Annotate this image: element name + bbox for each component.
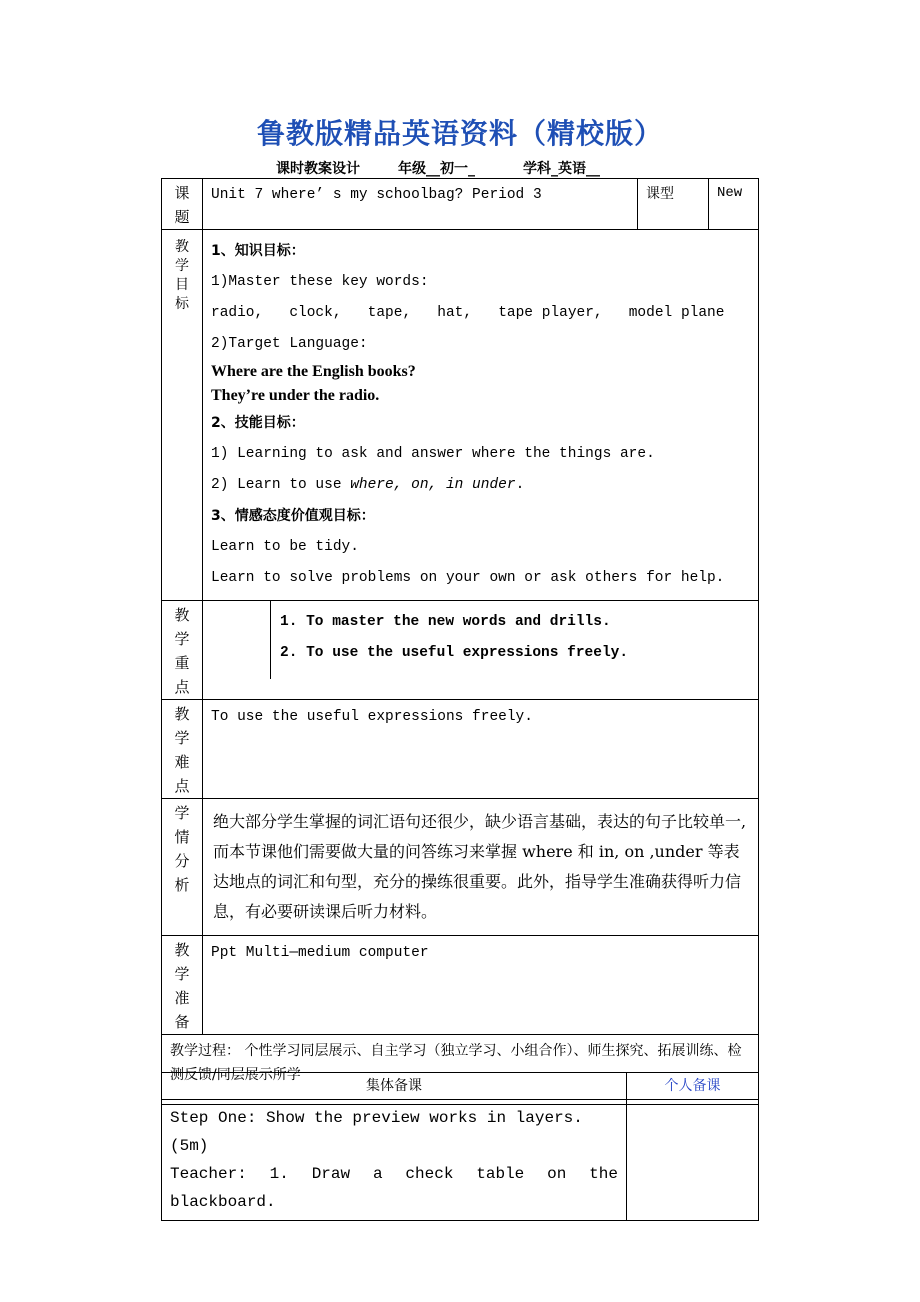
- emotion-item-2: Learn to solve problems on your own or ask others for help.: [211, 570, 725, 586]
- word: radio,: [211, 305, 264, 321]
- analysis-label-cell: [162, 799, 203, 936]
- teacher-word: on: [547, 1165, 567, 1183]
- focus-divider: [270, 601, 271, 679]
- personal-prep-cell: [627, 1100, 759, 1221]
- type-label: 课型: [638, 179, 709, 230]
- target-language-line: 2)Target Language:: [211, 336, 368, 352]
- knowledge-heading: 1、知识目标：: [211, 243, 305, 259]
- skill-item-1: 1) Learning to ask and answer where the things are.: [211, 446, 655, 462]
- teacher-word: a: [372, 1165, 383, 1183]
- teacher-word: Draw: [311, 1165, 351, 1183]
- topic-value: Unit 7 where’ s my schoolbag? Period 3: [203, 179, 638, 230]
- skill-item-2-suffix: .: [515, 477, 525, 493]
- difficulty-text: To use the useful expressions freely.: [203, 700, 759, 799]
- focus-label: 教学重点: [174, 606, 190, 696]
- step-one-title: Step One: Show the preview works in layers. (5m): [170, 1109, 583, 1155]
- step-one-row: [162, 1100, 759, 1221]
- analysis-text: 绝大部分学生掌握的词汇语句还很少，缺少语言基础，表达的句子比较单一,而本节课他们需要做大量的问答练习来掌握 where 和 in, on ,under 等表达地点的词汇和句型，充分的操练很重要。此外，指导学生准确获得听力信息，有必要研读课后听力材料。: [203, 799, 759, 936]
- skill-item-2-words: where, on, in under: [350, 477, 516, 493]
- teacher-word: the: [589, 1165, 618, 1183]
- focus-item-1: 1. To master the new words and drills.: [280, 614, 611, 630]
- teacher-word: table: [476, 1165, 525, 1183]
- word: model plane: [628, 305, 725, 321]
- preparation-label-cell: [162, 936, 203, 1035]
- master-line: 1)Master these key words:: [211, 274, 429, 290]
- process-text: 教学过程： 个性学习同层展示、自主学习（独立学习、小组合作）、师生探究、拓展训练、检测反馈/同层展示所学: [162, 1035, 759, 1105]
- columns-header-row: [162, 1073, 759, 1100]
- topic-label-cell: [162, 179, 203, 230]
- skill-item-2: [211, 470, 750, 501]
- focus-label-cell: [162, 601, 203, 700]
- word: clock,: [289, 305, 342, 321]
- type-value: New: [709, 179, 759, 230]
- document-title: 鲁教版精品英语资料（精校版）: [256, 117, 663, 150]
- word: tape player,: [498, 305, 603, 321]
- emotion-item-1: Learn to be tidy.: [211, 539, 359, 555]
- design-label: 课时教案设计: [276, 161, 360, 177]
- topic-row: [162, 179, 759, 230]
- analysis-row: [162, 799, 759, 936]
- teacher-word: check: [405, 1165, 454, 1183]
- topic-label: 课题: [174, 184, 190, 226]
- preparation-row: [162, 936, 759, 1035]
- preparation-label: 教学准备: [174, 941, 190, 1031]
- objectives-content: [203, 230, 759, 601]
- skill-item-2-prefix: 2) Learn to use: [211, 477, 351, 493]
- teacher-word: 1.: [269, 1165, 289, 1183]
- lesson-meta-row: [276, 158, 600, 178]
- target-sentence-2: They’re under the radio.: [211, 387, 380, 404]
- objectives-row: [162, 230, 759, 601]
- teacher-word: Teacher:: [170, 1165, 247, 1183]
- difficulty-label: 教学难点: [174, 705, 190, 795]
- key-words-line: [211, 298, 750, 329]
- difficulty-label-cell: [162, 700, 203, 799]
- personal-prep-header: 个人备课: [627, 1073, 759, 1100]
- lesson-plan-table: [161, 178, 759, 1105]
- preparation-text: Ppt Multi—medium computer: [203, 936, 759, 1035]
- grade-field: 年级__初一_: [398, 161, 475, 177]
- focus-item-2: 2. To use the useful expressions freely.: [280, 645, 629, 661]
- focus-content: [203, 601, 759, 700]
- word: tape,: [367, 305, 412, 321]
- subject-field: 学科_英语__: [523, 161, 600, 177]
- difficulty-row: [162, 700, 759, 799]
- word: hat,: [437, 305, 473, 321]
- objectives-label-cell: [162, 230, 203, 601]
- objectives-label: 教学目标: [175, 239, 189, 312]
- teacher-line-tail: blackboard.: [170, 1193, 276, 1211]
- focus-row: [162, 601, 759, 700]
- step-one-cell: [162, 1100, 627, 1221]
- emotion-heading: 3、情感态度价值观目标：: [211, 508, 375, 524]
- teacher-line: [170, 1160, 618, 1188]
- analysis-label: 学情分析: [174, 804, 190, 894]
- skill-heading: 2、技能目标：: [211, 415, 305, 431]
- target-sentence-1: Where are the English books?: [211, 363, 416, 380]
- preparation-columns-table: [161, 1072, 759, 1221]
- group-prep-header: 集体备课: [162, 1073, 627, 1100]
